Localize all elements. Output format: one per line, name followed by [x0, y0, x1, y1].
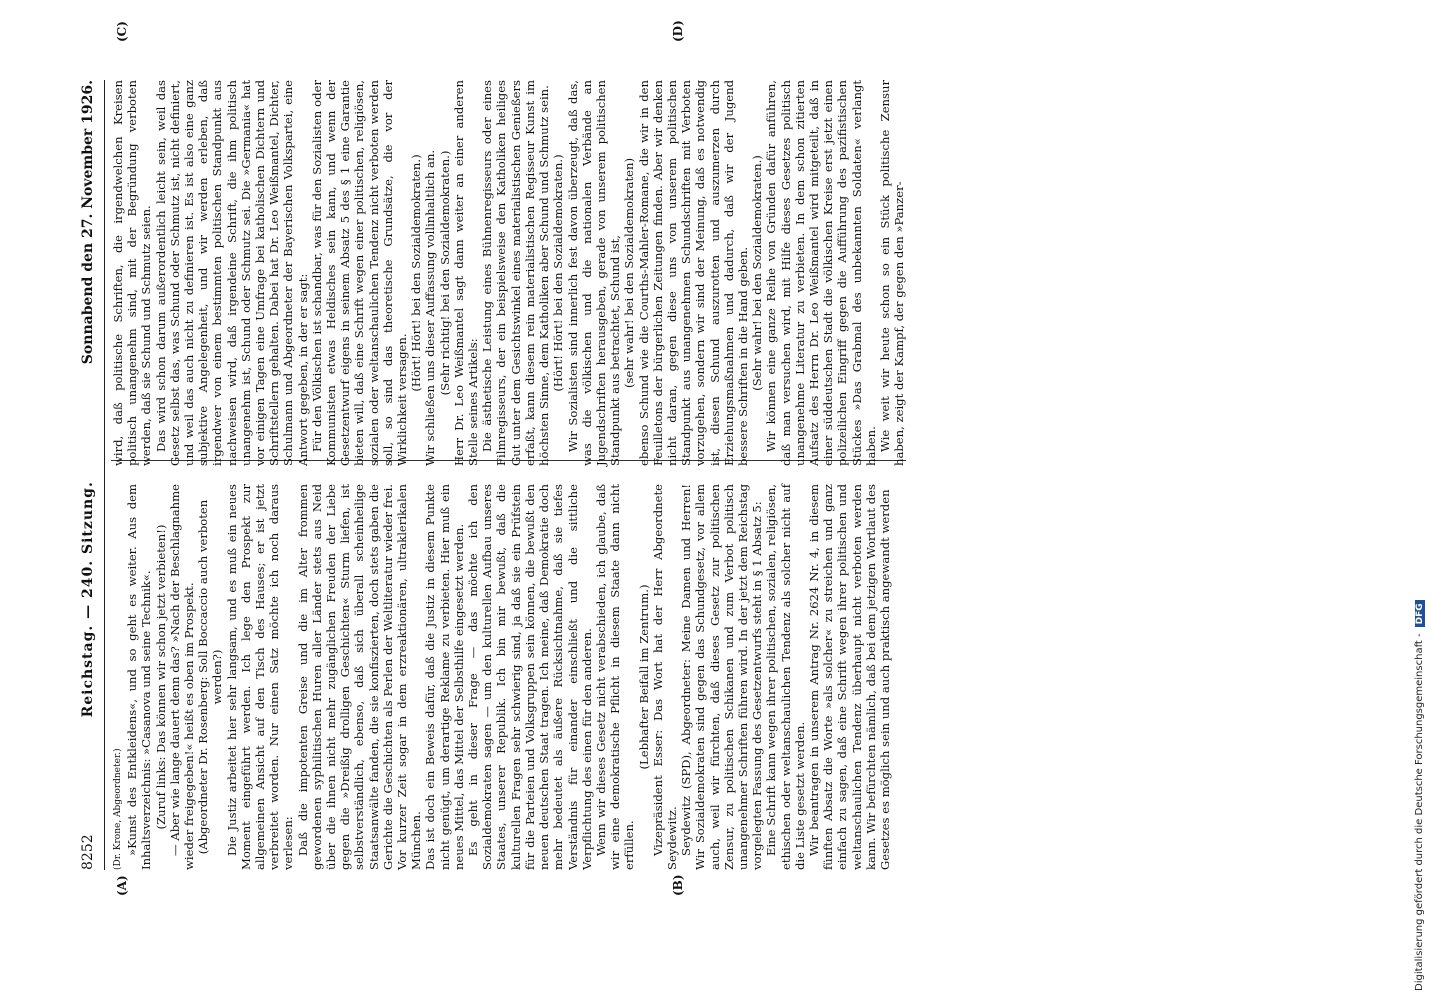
right-column-paragraph: Herr Dr. Leo Weißmantel sagt dann weiter an einer anderen Stelle seines Artikels:: [451, 80, 481, 466]
left-column-paragraph: Daß die impotenten Greise und die im Alter frommen gewordenen syphilitischen Huren aller Länder stets aus Neid über die ihnen nicht mehr zugänglichen Freuden der Liebe gegen die »Dreißig drolligen Geschichten« Sturm liefen, ist selbstverständlich, ebenso, daß sich überall scheinheilige Staatsanwälte fanden, die sie konfiszierten, doch stets gaben die Gerichte die Geschichten als Perlen der Weltliteratur wieder frei. Vor kurzer Zeit sogar in dem erzreaktionären, ultraklerikalen München.: [295, 484, 424, 870]
right-column-paragraph: ebenso Schund wie die Courths-Mahler-Romane, die wir in den Feuilletons der bürgerlichen Zeitungen finden. Aber wir denken nicht daran, gegen diese uns von unserem politischen Standpunkt aus unangenehmen Schundschriften mit Verboten vorzugehen, sondern wir sind der Meinung, daß es notwendig ist, diesen Schund auszurotten und auszumerzen durch Erziehungsmaßnahmen und dadurch, daß wir der Jugend bessere Schriften in die Hand geben.: [636, 80, 750, 466]
right-column-paragraph: Für den Völkischen ist schandbar, was für den Sozialisten oder Kommunisten etwas Heldisches sein kann, und wenn der Gesetzentwurf eigens in seinem Absatz 5 des § 1 eine Garantie bieten will, daß eine Schrift wegen einer politischen, religiösen, sozialen oder weltanschaulichen Tendenz nicht verboten werden soll, so sind das theoretische Grundsätze, die vor der Wirklichkeit versagen.: [309, 80, 410, 466]
left-column: [111, 484, 906, 870]
page-header: [80, 80, 105, 870]
margin-letter-a: (A): [115, 875, 129, 896]
left-column-paragraph: — Aber wie lange dauert denn das? »Nach der Beschlagnahme wieder freigegeben!« heißt es oben im Prospekt.: [167, 484, 197, 870]
session-title: Reichstag. — 240. Sitzung.: [80, 481, 96, 718]
page-number: 8252: [80, 834, 96, 870]
right-column-paragraph: Wir schließen uns dieser Auffassung vollinhaltlich an.: [423, 149, 438, 466]
left-column-paragraph: (Lebhafter Beifall im Zentrum.): [636, 584, 651, 770]
left-column-paragraph: »Kunst des Entkleidens«, und so geht es weiter. Aus dem Inhaltsverzeichnis: »Casanova und seine Technik«.: [125, 484, 154, 870]
right-column-paragraph: (Hört! Hört! bei den Sozialdemokraten.): [409, 154, 424, 392]
rotated-page: [80, 20, 1350, 896]
margin-letter-c: (C): [115, 21, 129, 42]
right-column-paragraph: (Hört! Hört! bei den Sozialdemokraten.): [551, 154, 566, 392]
margin-letter-d: (D): [671, 20, 685, 42]
right-column-paragraph: Wir Sozialisten sind innerlich fest davon überzeugt, daß das, was die völkischen und die nationalen Verbände an Jugendschriften herausgeben, gerade von unserem politischen Standpunkt aus betrachtet, Schund ist,: [565, 80, 623, 466]
right-column-paragraph: (Sehr richtig! bei den Sozialdemokraten.): [437, 150, 452, 396]
left-column-paragraph: Eine Schrift kann wegen ihrer politischen, sozialen, religiösen, ethischen oder weltanschaulichen Tendenz als solcher nicht auf die Liste gesetzt werden.: [764, 484, 807, 870]
right-column-paragraph: Wir können eine ganze Reihe von Gründen dafür anführen, daß man versuchen wird, mit Hilfe dieses Gesetzes politisch unangenehme Literatur zu verbieten. In dem schon zitierten Aufsatz des Herrn Dr. Leo Weißmantel wird mitgeteilt, daß in einer süddeutschen Stadt die völkischen Kreise erst jetzt einen polizeilichen Eingriff gegen die Aufführung des pazifistischen Stückes »Das Grabmal des unbekannten Soldaten« verlangt haben.: [764, 80, 878, 466]
left-column-paragraph: Die Justiz arbeitet hier sehr langsam, und es muß ein neues Moment eingeführt werden. Ich lege den Prospekt zur allgemeinen Ansicht auf den Tisch des Hauses; er ist jetzt verbreitet worden. Nur einen Satz möchte ich noch daraus verlesen:: [224, 484, 296, 870]
margin-letter-b: (B): [671, 874, 685, 896]
right-column-paragraph: Das wird schon darum außerordentlich leicht sein, weil das Gesetz selbst das, was Schund oder Schmutz ist, nicht definiert, und weil das auch nicht zu definieren ist. Es ist also eine ganz subjektive Angelegenheit, und wir werden erleben, daß irgendwer von einem bestimmten politischen Standpunkt aus nachweisen wird, daß irgendeine Schrift, die ihm politisch unangenehm ist, Schund oder Schmutz sei. Die »Germania« hat vor einigen Tagen eine Umfrage bei katholischen Dichtern und Schriftstellern gehalten. Dabei hat Dr. Leo Weißmantel, Dichter, Schulmann und Abgeordneter der Bayerischen Volkspartei, eine Antwort gegeben, in der er sagt:: [153, 80, 310, 466]
right-column-paragraph: (sehr wahr! bei den Sozialdemokraten): [622, 158, 637, 388]
left-column-paragraph: Seydewitz (SPD), Abgeordneter: Meine Damen und Herren! Wir Sozialdemokraten sind gegen das Schundgesetz, vor allem auch, weil wir fürchten, daß dieses Gesetz zur politischen Zensur, zu politischen Schikanen und zum Verbot politisch unangenehmer Schriften führen wird. In der jetzt dem Reichstag vorgelegten Fassung des Gesetzentwurfs steht in § 1 Absatz 5:: [679, 484, 765, 870]
left-column-paragraph: (Dr. Krone, Abgeordneter.): [113, 748, 123, 870]
credit-text: Digitalisierung gefördert durch die Deutsche Forschungsgemeinschaft -: [1414, 633, 1425, 991]
right-column-paragraph: Die ästhetische Leistung eines Bühnenregisseurs oder eines Filmregisseurs, der ein beispielsweise den Katholiken heiliges Gut unter dem Gesichtswinkel eines materialistischen Genießers erfaßt, kann diesem rein materialistischen Regisseur Kunst im höchsten Sinne, dem Katholiken aber Schund und Schmutz sein.: [480, 80, 552, 466]
right-column-paragraph: (Sehr wahr! bei den Sozialdemokraten.): [750, 155, 765, 391]
right-column-paragraph: wird, daß politische Schriften, die irgendwelchen Kreisen politisch unangenehm sind, mit der Begründung verboten werden, daß sie Schund und Schmutz seien.: [111, 80, 154, 466]
right-column: [111, 80, 906, 466]
digitization-credit: [1414, 6, 1430, 996]
left-column-paragraph: Das ist doch ein Beweis dafür, daß die Justiz in diesem Punkte nicht genügt, um derartige Reklame zu verbieten. Hier muß ein neues Mittel, das Mittel der Selbsthilfe eingesetzt werden.: [423, 484, 466, 870]
left-column-paragraph: Vizepräsident Esser: Das Wort hat der Herr Abgeordnete Seydewitz.: [650, 484, 679, 870]
left-column-paragraph: (Abgeordneter Dr. Rosenberg: Soll Boccaccio auch verboten werden?): [196, 499, 225, 855]
dfg-logo: DFG: [1415, 600, 1425, 627]
left-column-paragraph: Es geht in dieser Frage — das möchte ich den Sozialdemokraten sagen — um den kulturellen Aufbau unseres Staates, unserer Republik. Ich bin mir bewußt, daß die kulturellen Fragen sehr schwierig sind, ja daß sie ein Prüfstein für die Parteien und Volksgruppen sein können, die bewußt den neuen deutschen Staat tragen. Ich meine, daß Demokratie doch mehr bedeutet als äußere Rücksichtnahme, daß sie tiefes Verständnis für einander einschließt und die sittliche Verpflichtung des einen für den anderen.: [466, 484, 594, 870]
right-column-paragraph: Wie weit wir heute schon so ein Stück politische Zensur haben, zeigt der Kampf, der gegen den »Panzer-: [877, 80, 907, 466]
left-column-paragraph: Wir beantragen in unserem Antrag Nr. 2624 Nr. 4, in diesem fünften Absatz die Worte »als solcher« zu streichen und ganz einfach zu sagen, daß eine Schrift wegen ihrer politischen und weltanschaulichen Tendenz überhaupt nicht verboten werden kann. Wir befürchten nämlich, daß bei dem jetzigen Wortlaut des Gesetzes es möglich sein und auch praktisch angewandt werden: [806, 484, 892, 870]
columns: [111, 20, 907, 896]
left-column-paragraph: Wenn wir dieses Gesetz nicht verabschieden, ich glaube, daß wir eine demokratische Pflicht in diesem Staate dann nicht erfüllen.: [593, 484, 637, 870]
session-date: Sonnabend den 27. November 1926.: [80, 80, 96, 365]
left-column-paragraph: (Zuruf links: Das können wir schon jetzt verbieten!): [153, 524, 168, 830]
